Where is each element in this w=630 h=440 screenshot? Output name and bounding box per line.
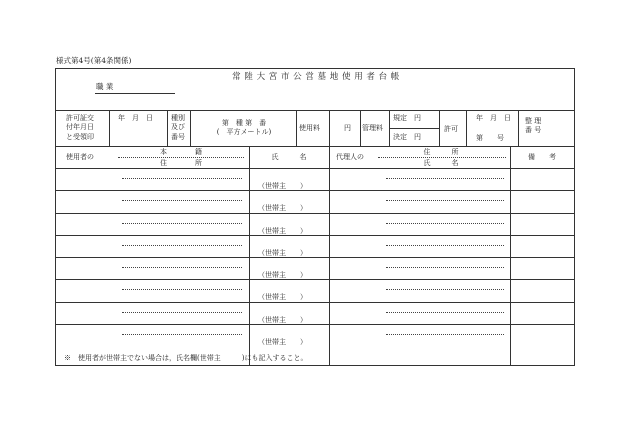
page-title: 常 陸 大 宮 市 公 営 墓 地 使 用 者 台 帳 [232, 72, 400, 82]
divider [296, 110, 297, 146]
user-dotted-line [122, 289, 242, 290]
permit-number: 第 号 [476, 134, 504, 142]
decided-fee: 決定 円 [393, 133, 421, 141]
row-line [56, 279, 574, 280]
row-line [56, 190, 574, 191]
setai-label: （世帯主 ） [258, 248, 307, 257]
divider [190, 110, 191, 146]
divider [329, 110, 330, 146]
agent-dotted-line [386, 312, 504, 313]
honseki-label: 本 籍 [160, 148, 202, 156]
divider [518, 110, 519, 146]
agent-address-label: 住 所 [423, 148, 459, 156]
dotted-separator [118, 157, 244, 158]
permit-date: 年 月 日 [476, 114, 511, 122]
setai-label: （世帯主 ） [258, 293, 307, 302]
row-line [56, 302, 574, 303]
defined-fee: 規定 円 [393, 114, 421, 122]
user-of-label: 使用者の [66, 153, 94, 161]
row-line [56, 213, 574, 214]
agent-dotted-line [386, 334, 504, 335]
setai-label: （世帯主 ） [258, 226, 307, 235]
usage-fee-label: 使用料 [299, 124, 320, 132]
user-dotted-line [122, 200, 242, 201]
setai-label: （世帯主 ） [258, 182, 307, 190]
address-label: 住 所 [160, 159, 202, 167]
usage-fee-yen: 円 [344, 124, 351, 132]
setai-label: （世帯主 ） [258, 204, 307, 213]
header-bottom-line [56, 146, 574, 147]
agent-dotted-line [386, 178, 504, 179]
agent-dotted-line [386, 267, 504, 268]
remarks-label: 備 考 [528, 153, 556, 161]
divider [167, 110, 168, 146]
setai-label: （世帯主 ） [258, 337, 307, 346]
row-line [56, 235, 574, 236]
ledger-form [55, 68, 575, 366]
permit-date-label: 許可証交 付年月日 と受領印 [66, 114, 94, 141]
divider [360, 110, 361, 146]
footnote: ※ 使用者が世帯主でない場合は，氏名欄(世帯主 )にも記入すること。 [64, 354, 308, 362]
agent-name-label: 氏 名 [423, 159, 459, 167]
agent-of-label: 代理人の [336, 153, 364, 161]
agent-dotted-line [386, 245, 504, 246]
row-line [56, 324, 574, 325]
name-label: 氏 名 [271, 153, 307, 161]
occupation-underline [95, 93, 175, 94]
user-dotted-line [122, 245, 242, 246]
kind-number-label: 種別 及び 番号 [171, 114, 185, 141]
user-dotted-line [122, 312, 242, 313]
divider [389, 128, 439, 129]
user-dotted-line [122, 334, 242, 335]
divider [510, 146, 511, 366]
form-label: 様式第4号(第4条関係) [56, 56, 132, 65]
agent-dotted-line [386, 223, 504, 224]
dotted-separator [378, 157, 506, 158]
setai-label: （世帯主 ） [258, 315, 307, 324]
divider [439, 110, 440, 146]
user-dotted-line [122, 178, 242, 179]
agent-dotted-line [386, 200, 504, 201]
setai-label: （世帯主 ） [258, 271, 307, 279]
grave-number: 第 種 第 番 ( 平方メートル) [216, 119, 272, 137]
row-line [56, 257, 574, 258]
divider [466, 110, 467, 146]
registration-number-label: 整 理 番 号 [525, 117, 542, 135]
management-fee-label: 管理料 [362, 124, 383, 132]
divider [109, 110, 110, 146]
agent-dotted-line [386, 289, 504, 290]
user-dotted-line [122, 223, 242, 224]
occupation-label: 職 業 [96, 82, 114, 91]
user-dotted-line [122, 267, 242, 268]
divider [249, 146, 250, 366]
header-top-line [56, 110, 574, 111]
divider [329, 146, 330, 366]
permit-ymd: 年 月 日 [118, 114, 153, 122]
permit-label: 許可 [444, 125, 458, 133]
